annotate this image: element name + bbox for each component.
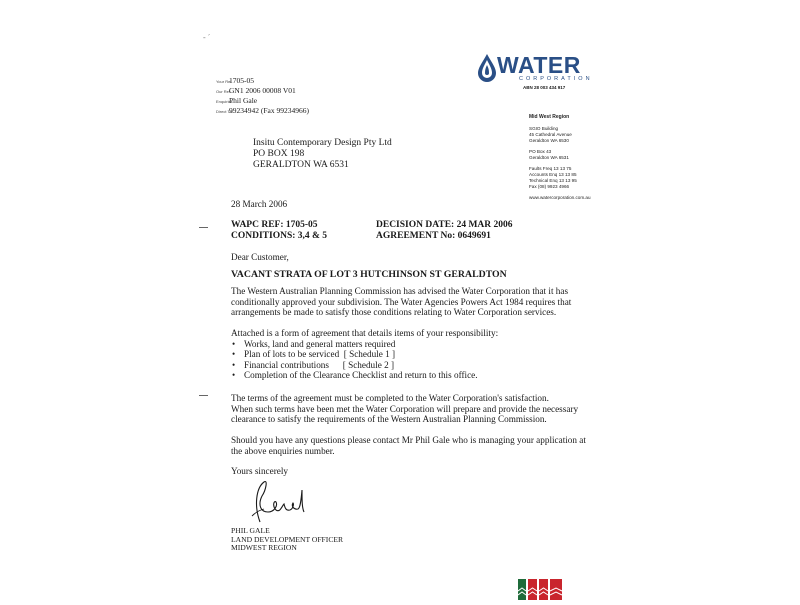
our-ref-label: Our Ref <box>216 89 231 94</box>
our-ref-value: GN1 2006 00008 V01 <box>229 86 296 95</box>
scan-mark: - ˊ <box>203 33 211 42</box>
enquiries-label: Enquiries <box>216 99 233 104</box>
contact-line: PO Box 43 <box>529 149 552 154</box>
paragraph-line: arrangements be made to satisfy those conditions relating to Water Corporation services. <box>231 307 557 318</box>
contact-line: 45 Cathedral Avenue <box>529 132 572 137</box>
your-ref-row <box>216 76 309 86</box>
decision-date: DECISION DATE: 24 MAR 2006 <box>376 220 513 230</box>
direct-tel-value: 99234942 (Fax 99234966) <box>229 106 309 115</box>
handwritten-signature <box>238 476 308 526</box>
contact-line: SGIO Building <box>529 126 559 131</box>
your-ref-label: Your Ref <box>216 79 232 84</box>
paragraph-line: Should you have any questions please contact Mr Phil Gale who is managing your application at <box>231 435 586 445</box>
paragraph-line: the above enquiries number. <box>231 445 335 456</box>
paragraph-questions <box>231 435 586 456</box>
direct-tel-label: Direct Tel <box>216 109 233 114</box>
wapc-ref: WAPC REF: 1705-05 <box>231 220 318 230</box>
contact-line: Faults Freq 13 13 75 <box>529 166 572 171</box>
reference-block <box>216 76 309 116</box>
list-item: • Works, land and general matters required <box>232 339 478 349</box>
paragraph-line: clearance to satisfy the requirements of the Western Australian Planning Commission. <box>231 414 547 425</box>
paragraph-intro <box>231 286 571 318</box>
region-name: Mid West Region <box>529 114 570 120</box>
recipient-line: PO BOX 198 <box>253 149 305 159</box>
scan-mark <box>199 395 208 396</box>
enquiries-value: Phil Gale <box>229 96 258 105</box>
footer-stripes-graphic <box>518 579 568 600</box>
scan-mark <box>199 227 208 228</box>
list-item: • Plan of lots to be serviced [ Schedule 1 ] <box>232 349 478 359</box>
our-ref-row <box>216 86 309 96</box>
responsibility-list <box>232 339 478 381</box>
enquiries-row <box>216 96 309 106</box>
signatory-region: MIDWEST REGION <box>231 543 297 553</box>
region-contact-block <box>529 114 599 201</box>
subject-line: VACANT STRATA OF LOT 3 HUTCHINSON ST GERALDTON <box>231 269 507 280</box>
contact-line: Fax (08) 9923 4966 <box>529 184 570 189</box>
list-item: • Completion of the Clearance Checklist and return to this office. <box>232 370 478 380</box>
footer-stripes-icon <box>518 579 568 600</box>
contact-line: Accounts Enq 13 13 85 <box>529 172 577 177</box>
paragraph-line: The Western Australian Planning Commission has advised the Water Corporation that it has <box>231 286 569 296</box>
conditions: CONDITIONS: 3,4 & 5 <box>231 231 328 241</box>
paragraph-line: conditionally approved your subdivision. The Water Agencies Powers Act 1984 requires that <box>231 296 572 307</box>
paragraph-terms <box>231 393 578 425</box>
salutation: Dear Customer, <box>231 252 289 262</box>
direct-tel-row <box>216 106 309 116</box>
contact-line: Geraldton WA 6530 <box>529 138 569 143</box>
recipient-line: GERALDTON WA 6531 <box>253 160 349 170</box>
contact-line: Geraldton WA 6531 <box>529 155 569 160</box>
closing: Yours sincerely <box>231 466 288 476</box>
list-item: • Financial contributions [ Schedule 2 ] <box>232 360 478 370</box>
contact-line: Technical Enq 13 13 95 <box>529 178 577 183</box>
paragraph-line: The terms of the agreement must be completed to the Water Corporation's satisfaction. <box>231 393 549 403</box>
signatory-title: LAND DEVELOPMENT OFFICER <box>231 534 344 544</box>
abn-number: ABN 28 003 434 917 <box>523 85 566 90</box>
attached-intro: Attached is a form of agreement that details items of your responsibility: <box>231 328 499 338</box>
agreement-number: AGREEMENT No: 0649691 <box>376 231 491 241</box>
your-ref-value: 1705-05 <box>229 76 254 85</box>
logo-brand: WATER <box>497 52 581 78</box>
letter-date: 28 March 2006 <box>231 199 288 209</box>
logo-sub: CORPORATION <box>519 76 593 82</box>
water-drop-icon <box>476 53 498 83</box>
paragraph-line: When such terms have been met the Water Corporation will prepare and provide the necessary <box>231 403 579 414</box>
signatory-block <box>231 527 343 553</box>
website-line: www.watercorporation.com.au <box>529 195 591 200</box>
signatory-name: PHIL GALE <box>231 526 270 535</box>
recipient-line: Insitu Contemporary Design Pty Ltd <box>253 138 392 148</box>
water-corporation-logo <box>476 50 596 95</box>
recipient-address <box>253 138 392 171</box>
